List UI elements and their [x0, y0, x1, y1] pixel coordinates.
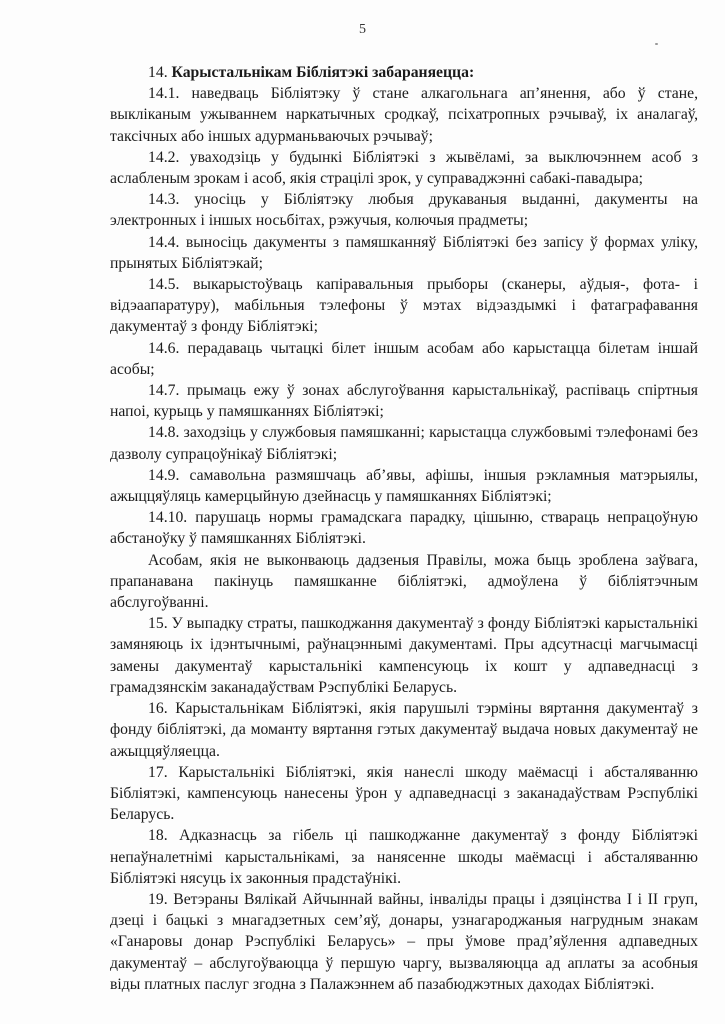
- violation-consequences-paragraph: Асобам, якія не выконваюць дадзеныя Правілы, можа быць зроблена заўвага, прапанавана пакінуць памяшканне бібліятэкі, адмоўлена ў бібліятэчным абслугоўванні.: [110, 551, 698, 612]
- clause-14-1: 14.1. наведваць Бібліятэку ў стане алкагольнага ап’янення, або ў стане, выкліканым ужываннем наркатычных сродкаў, псіхатропных рэчываў, іх аналагаў, таксічных або іншых адурманьваючых рэчываў;: [110, 85, 698, 145]
- clause-14-8: 14.8. заходзіць у службовыя памяшканні; карыстацца службовымі тэлефонамі без дазволу супрацоўнікаў Бібліятэкі;: [110, 424, 698, 463]
- clause-15: 15. У выпадку страты, пашкоджання дакументаў з фонду Бібліятэкі карыстальнікі замяняюць іх ідэнтычнымі, раўнацэннымі дакументамі. Пры адсутнасці магчымасці замены дакументаў карыстальнікі кампенсуюць іх кошт у адпаведнасці з грамадзянскім заканадаўствам Рэспублікі Беларусь.: [110, 615, 698, 696]
- clause-14-9: 14.9. самавольна размяшчаць аб’явы, афішы, іншыя рэкламныя матэрыялы, ажыццяўляць камерцыйную дзейнасць у памяшканнях Бібліятэкі;: [110, 466, 698, 506]
- clause-14-7: 14.7. прымаць ежу ў зонах абслугоўвання карыстальнікаў, распіваць спіртныя напоі, курыць у памяшканнях Бібліятэкі;: [110, 382, 698, 421]
- clause-14-3: 14.3. уносіць у Бібліятэку любыя друкаваныя выданні, дакументы на электронных і іншых носьбітах, рэжучыя, колючыя прадметы;: [110, 191, 698, 230]
- clause-16: 16. Карыстальнікам Бібліятэкі, якія парушылі тэрміны вяртання дакументаў з фонду бібліятэкі, да моманту вяртання гэтых дакументаў выдача новых дакументаў не ажыццяўляецца.: [110, 700, 698, 760]
- scan-speck: [655, 43, 658, 45]
- page-number: 5: [359, 22, 366, 37]
- clause-18: 18. Адказнасць за гібель ці пашкоджанне дакументаў з фонду Бібліятэкі непаўналетнімі карыстальнікамі, за нанясенне шкоды маёмасці і абсталяванню Бібліятэкі нясуць іх законныя прадстаўнікі.: [110, 827, 698, 887]
- section-heading-text: Карыстальнікам Бібліятэкі забараняецца:: [171, 64, 475, 81]
- document-body: [110, 62, 698, 995]
- clause-14-2: 14.2. уваходзіць у будынкі Бібліятэкі з жывёламі, за выключэннем асоб з аслабленым зрокам і асоб, якія страцілі зрок, у суправаджэнні сабакі-павадыра;: [110, 148, 698, 188]
- section-14-heading: [110, 62, 698, 83]
- clause-17: 17. Карыстальнікі Бібліятэкі, якія нанеслі шкоду маёмасці і абсталяванню Бібліятэкі, кампенсуюць нанесены ўрон у адпаведнасці з заканадаўствам Рэспублікі Беларусь.: [110, 763, 698, 824]
- clause-14-10: 14.10. парушаць нормы грамадскага парадку, цішыню, ствараць непрацоўную абстаноўку ў памяшканнях Бібліятэкі.: [110, 509, 698, 548]
- clause-14-6: 14.6. перадаваць чытацкі білет іншым асобам або карыстацца білетам іншай асобы;: [110, 339, 698, 378]
- clause-19: 19. Ветэраны Вялікай Айчыннай вайны, інваліды працы і дзяцінства I і II груп, дзеці і бацькі з мнагадзетных сем’яў, донары, узнагароджаныя нагрудным знакам «Ганаровы донар Рэспублікі Беларусь» – пры ўмове прад’яўлення адпаведных дакументаў – абслугоўваюцца ў першую чаргу, вызваляюцца ад аплаты за асобныя віды платных паслуг згодна з Палажэннем аб пазабюджэтных даходах Бібліятэкі.: [110, 890, 698, 993]
- clause-14-5: 14.5. выкарыстоўваць капіравальныя прыборы (сканеры, аўдыя-, фота- і відэаапаратуру), мабільныя тэлефоны ў мэтах відэаздымкі і фатаграфавання дакументаў з фонду Бібліятэкі;: [110, 276, 698, 336]
- clause-14-4: 14.4. выносіць дакументы з памяшканняў Бібліятэкі без запісу ў формах уліку, прынятых Бібліятэкай;: [110, 233, 698, 272]
- section-number: 14.: [148, 64, 168, 81]
